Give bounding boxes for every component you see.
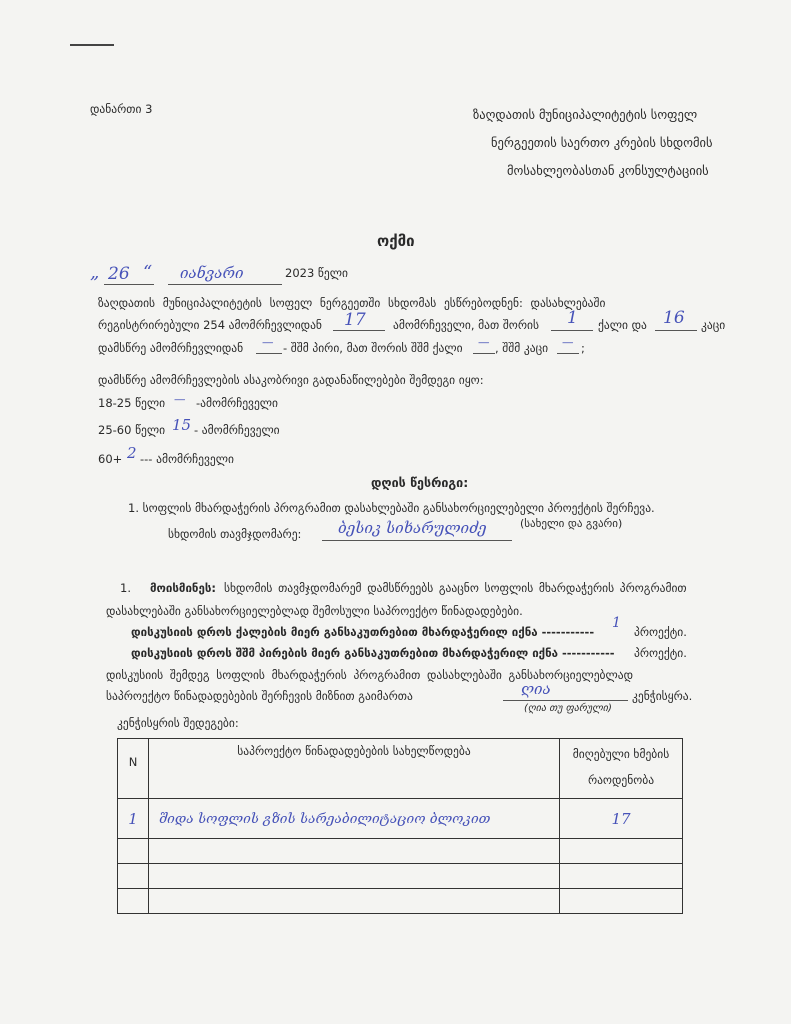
row-name-value: შიდა სოფლის გზის სარეაბილიტაციო ბლოკით (159, 810, 491, 827)
attendance-pwd-men-underline (557, 353, 579, 354)
heard-label: მოისმინეს: (150, 581, 216, 595)
row-name (149, 799, 560, 839)
heard-pwd-suffix: პროექტი. (634, 646, 687, 660)
results-table (117, 738, 683, 914)
table-row-empty (118, 839, 683, 864)
attendance-pwd-women: — (478, 335, 490, 349)
attendance-text-3a: დამსწრე ამომრჩევლიდან (98, 341, 244, 355)
age-range-3: 60+ (98, 452, 123, 466)
attendance-pwd-men: — (562, 335, 574, 349)
agenda-item: 1. სოფლის მხარდაჭერის პროგრამით დასახლებაში განსახორციელებელი პროექტის შერჩევა. (128, 501, 655, 515)
attendance-pwd-women-underline (473, 353, 495, 354)
heard-women-suffix: პროექტი. (634, 625, 687, 639)
chair-label: სხდომის თავმჯდომარე: (168, 527, 302, 541)
heard-after-3: კენჭისყრა. (632, 689, 693, 703)
header-line-3: მოსახლეობასთან კონსულტაციის (507, 163, 709, 178)
heard-text-2: დასახლებაში განსახორციელებლად შემოსული საპროექტო წინადადებები. (106, 604, 523, 618)
row-votes-value: 17 (611, 809, 631, 828)
doc-title: ოქმი (377, 232, 415, 250)
top-dash-mark (70, 44, 114, 46)
age-value-3: 2 (127, 444, 137, 462)
heard-women-prefix: დისკუსიის დროს ქალების მიერ განსაკუთრებით მხარდაჭერილ იქნა ----------- (131, 625, 595, 639)
age-value-2: 15 (172, 416, 192, 434)
col-n-label: N (128, 755, 138, 769)
attendance-text-2d: კაცი (701, 318, 726, 332)
attendance-women-underline (551, 330, 593, 331)
col-votes-label-2: რაოდენობა (587, 773, 655, 787)
heard-num: 1. (120, 581, 131, 595)
age-suffix-3: --- ამომრჩეველი (140, 452, 234, 466)
age-intro: დამსწრე ამომრჩევლების ასაკობრივი გადანაწილებები შემდეგი იყო: (98, 373, 484, 387)
attendance-women: 1 (567, 308, 578, 328)
age-range-2: 25-60 წელი (98, 423, 166, 437)
heard-after-1: დისკუსიის შემდეგ სოფლის მხარდაჭერის პროგრამით დასახლებაში განსახორციელებლად (106, 668, 633, 682)
date-month-underline (168, 284, 282, 285)
date-month: იანვარი (180, 264, 244, 282)
col-n-header (118, 739, 149, 799)
date-day: 26 (108, 264, 130, 284)
attendance-text-3c: , შშმ კაცი (495, 341, 549, 355)
date-year: 2023 წელი (285, 266, 348, 280)
heard-women-value: 1 (612, 615, 621, 631)
attendance-men: 16 (663, 308, 685, 328)
attendance-reg-text: რეგისტრირებული 254 ამომრჩევლიდან (98, 318, 322, 332)
row-votes (560, 799, 683, 839)
date-day-underline (104, 284, 154, 285)
age-value-1: — (174, 392, 186, 406)
col-name-header (149, 739, 560, 799)
date-close-quote: “ (143, 262, 153, 283)
annex-label: დანართი 3 (90, 102, 153, 116)
heard-text-1: სხდომის თავმჯდომარემ დამსწრეებს გააცნო სოფლის მხარდაჭერის პროგრამით (224, 581, 687, 595)
attendance-total-underline (333, 330, 385, 331)
chair-hint: (სახელი და გვარი) (520, 517, 623, 530)
results-header-row (118, 739, 683, 799)
row-n (118, 799, 149, 839)
agenda-title: დღის წესრიგი: (371, 475, 469, 490)
table-row-empty (118, 864, 683, 889)
age-range-1: 18-25 წელი (98, 396, 166, 410)
age-suffix-1: -ამომრჩეველი (196, 396, 278, 410)
heard-after-2: საპროექტო წინადადებების შერჩევის მიზნით გაიმართა (106, 689, 413, 703)
results-title: კენჭისყრის შედეგები: (117, 716, 239, 730)
col-votes-label-1: მიღებული ხმების (572, 747, 670, 761)
table-row-empty (118, 889, 683, 914)
attendance-text-2c: ქალი და (598, 318, 647, 332)
table-row (118, 799, 683, 839)
attendance-text-3b: - შშმ პირი, მათ შორის შშმ ქალი (283, 341, 463, 355)
header-line-2: ნერგეეთის საერთო კრების სხდომის (491, 135, 713, 150)
age-suffix-2: - ამომრჩეველი (194, 423, 280, 437)
col-votes-header (560, 739, 683, 799)
heard-vote-underline (503, 700, 628, 701)
attendance-text-2b: ამომრჩეველი, მათ შორის (393, 318, 539, 332)
date-open-quote: „ (90, 262, 100, 283)
heard-vote-hint: (ღია თუ ფარული) (524, 703, 612, 714)
row-n-value: 1 (128, 809, 138, 828)
attendance-pwd: — (262, 335, 274, 349)
attendance-total: 17 (344, 310, 366, 330)
attendance-pwd-underline (256, 353, 282, 354)
chair-underline (322, 540, 512, 541)
attendance-men-underline (655, 330, 697, 331)
chair-name: ბესიკ სიხარულიძე (338, 519, 487, 537)
attendance-line-1: ზაღდათის მუნიციპალიტეტის სოფელ ნერგეეთში სხდომას ესწრებოდნენ: დასახლებაში (98, 296, 606, 310)
attendance-text-3d: ; (581, 341, 585, 355)
heard-pwd-prefix: დისკუსიის დროს შშმ პირების მიერ განსაკუთრებით მხარდაჭერილ იქნა ----------- (131, 646, 615, 660)
heard-vote-type: ღია (521, 680, 551, 698)
header-line-1: ზაღდათის მუნიციპალიტეტის სოფელ (473, 107, 698, 122)
col-name-label: საპროექტო წინადადებების სახელწოდება (237, 744, 471, 758)
